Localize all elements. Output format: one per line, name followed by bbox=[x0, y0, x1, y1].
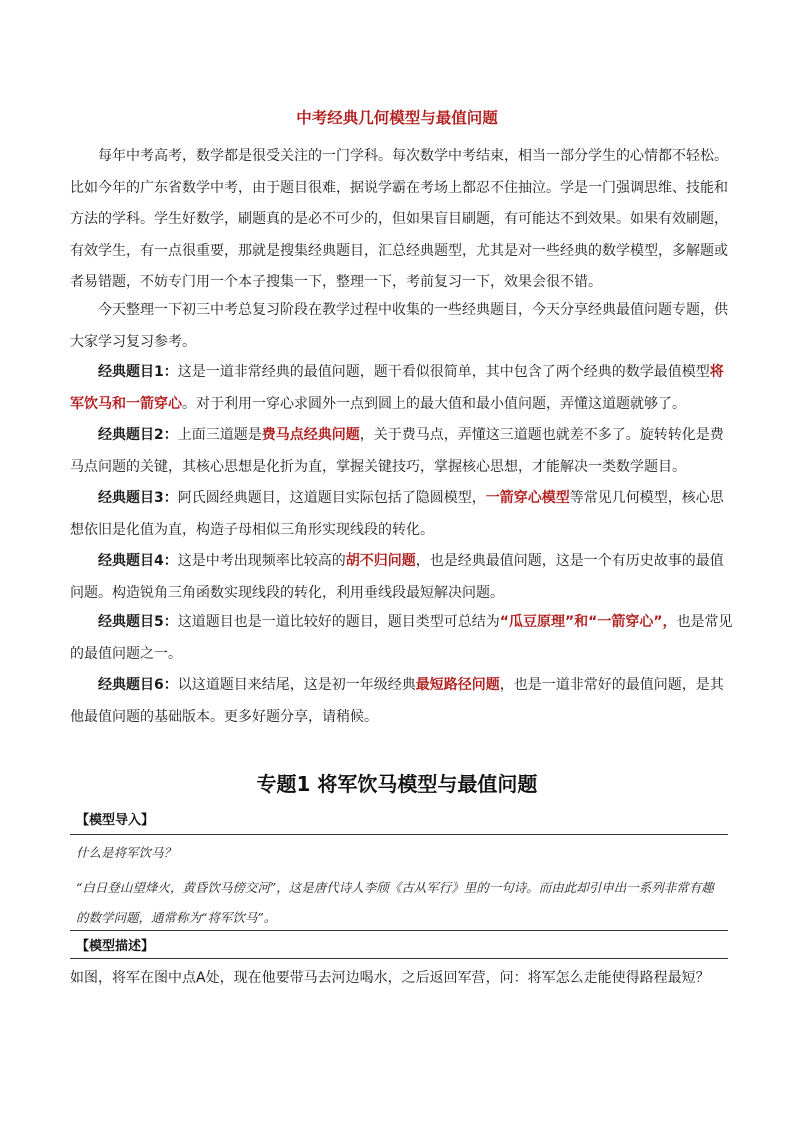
item-highlight: 最短路径问题 bbox=[415, 677, 500, 693]
item-highlight: 将军饮马和一箭穿心 bbox=[70, 364, 724, 412]
item-highlight: 一箭穿心模型 bbox=[485, 490, 570, 506]
item-text: ，也是一道非常好的最值问题，是其他最值问题的基础版本。更多好题分享，请稍候。 bbox=[70, 677, 724, 725]
intro-paragraph-2: 今天整理一下初三中考总复习阶段在教学过程中收集的一些经典题目，今天分享经典最值问题专题，供大家学习复习参考。 bbox=[70, 302, 728, 350]
item-label: 经典题目1： bbox=[98, 364, 178, 380]
item-label: 经典题目5： bbox=[98, 614, 178, 630]
divider bbox=[70, 834, 728, 835]
model-desc-heading: 【模型描述】 bbox=[76, 939, 155, 954]
document-title: 中考经典几何模型与最值问题 bbox=[296, 108, 498, 127]
item-text: ，也是经典最值问题，这是一个有历史故事的最值问题。构造锐角三角函数实现线段的转化，利用垂线段最短解决问题。 bbox=[70, 553, 724, 601]
classic-item-2 bbox=[70, 420, 734, 483]
item-text: 以这道题目来结尾，这是初一年级经典 bbox=[177, 677, 416, 693]
item-highlight: “瓜豆原理”和“一箭穿心”， bbox=[499, 614, 677, 630]
divider bbox=[70, 930, 728, 931]
item-label: 经典题目2： bbox=[98, 427, 178, 443]
model-description: 如图，将军在图中点A处，现在他要带马去河边喝水，之后返回军营，问：将军怎么走能使得路程最短？ bbox=[70, 970, 710, 986]
classic-item-1 bbox=[70, 357, 734, 420]
item-label: 经典题目6： bbox=[98, 677, 178, 693]
item-text: 上面三道题是 bbox=[177, 427, 262, 443]
item-highlight: 胡不归问题 bbox=[345, 553, 416, 569]
item-text: 也是常见的最值问题之一。 bbox=[70, 614, 733, 662]
classic-item-5 bbox=[70, 607, 734, 670]
item-text: 这道题目也是一道比较好的题目，题目类型可总结为 bbox=[177, 614, 500, 630]
item-text: 这是中考出现频率比较高的 bbox=[177, 553, 346, 569]
model-poem: “白日登山望烽火，黄昏饮马傍交河”，这是唐代诗人李颀《古从军行》里的一句诗。而由此却引申出一系列非常有趣的数学问题，通常称为“将军饮马”。 bbox=[76, 880, 714, 925]
divider bbox=[70, 958, 728, 959]
classic-item-4 bbox=[70, 546, 734, 609]
item-text: 这是一道非常经典的最值问题，题干看似很简单，其中包含了两个经典的数学最值模型 bbox=[177, 364, 710, 380]
item-text: 。对于利用一穿心求圆外一点到圆上的最大值和最小值问题，弄懂这道题就够了。 bbox=[182, 395, 686, 412]
item-label: 经典题目3： bbox=[98, 490, 178, 506]
section-title: 专题1 将军饮马模型与最值问题 bbox=[256, 772, 538, 796]
item-label: 经典题目4： bbox=[98, 553, 178, 569]
classic-item-3 bbox=[70, 483, 734, 546]
item-highlight: 费马点经典问题 bbox=[261, 427, 360, 443]
model-question: 什么是将军饮马？ bbox=[76, 845, 177, 860]
item-text: 等常见几何模型，核心思想依旧是化值为直，构造子母相似三角形实现线段的转化。 bbox=[70, 490, 724, 538]
item-text: ，关于费马点，弄懂这三道题也就差不多了。旋转转化是费马点问题的关键，其核心思想是化折为直，掌握关键技巧，掌握核心思想，才能解决一类数学题目。 bbox=[70, 427, 724, 475]
item-text: 阿氏圆经典题目，这道题目实际包括了隐圆模型， bbox=[177, 490, 486, 506]
intro-paragraph-1: 每年中考高考，数学都是很受关注的一门学科。每次数学中考结束，相当一部分学生的心情都不轻松。比如今年的广东省数学中考，由于题目很难，据说学霸在考场上都忍不住抽泣。学是一门强调思维、技能和方法的学科。学生好数学，刷题真的是必不可少的，但如果盲目刷题，有可能达不到效果。如果有效刷题，有效学生，有一点很重要，那就是搜集经典题目，汇总经典题型，尤其是对一些经典的数学模型，多解题或者易错题，不妨专门用一个本子搜集一下，整理一下，考前复习一下，效果会很不错。 bbox=[70, 148, 728, 290]
model-intro-heading: 【模型导入】 bbox=[76, 813, 155, 828]
classic-item-6 bbox=[70, 670, 734, 733]
